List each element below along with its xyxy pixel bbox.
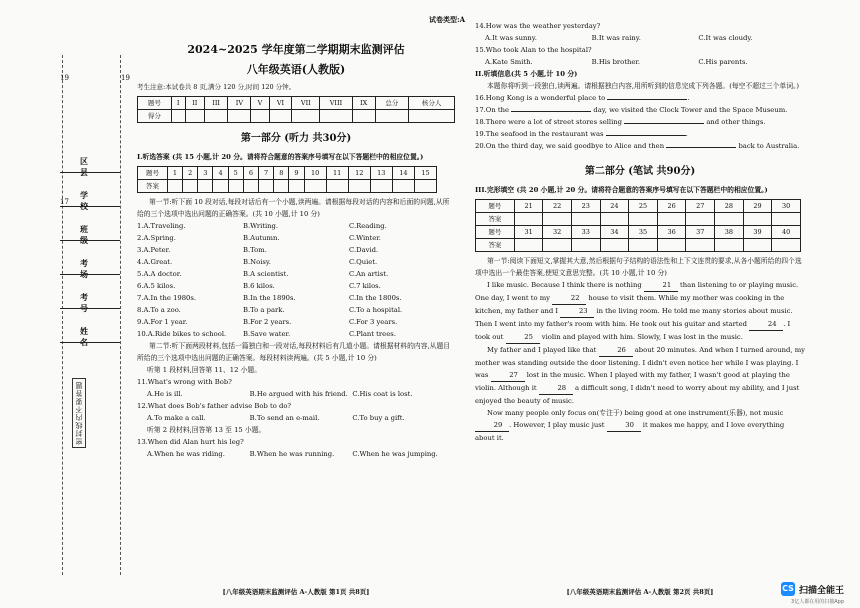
score-cell: VIII	[320, 97, 353, 110]
cloze-blank: 30	[607, 419, 641, 432]
answer-number: 12	[348, 167, 370, 180]
option: C.In the 1800s.	[349, 294, 402, 302]
option: 6.A.5 kilos.	[137, 282, 176, 290]
option: B.His brother.	[591, 58, 641, 66]
sec1-part2-instructions: 第二节:听下面两段材料,包括一篇独白和一段对话,每段材料后有几道小题。请根据材料的内容,从题目所给的三个选项中选出问题的正确答案。每段材料读两遍。(共 5 小题,计 10 分)	[137, 342, 451, 362]
cloze-number: 34	[600, 226, 629, 239]
question-row	[137, 256, 455, 268]
option: C.To a hospital.	[349, 306, 403, 314]
option: B.To send an e-mail.	[249, 414, 320, 422]
cloze-number: 28	[715, 200, 744, 213]
answer-number: 14	[392, 167, 414, 180]
cloze-blank: 21	[644, 279, 678, 292]
option: C.Reading.	[349, 222, 387, 230]
field-line	[60, 206, 120, 207]
cloze-answer-table	[475, 199, 801, 252]
field-line	[60, 342, 120, 343]
option: C.Quiet.	[349, 258, 378, 266]
binding-strip	[0, 0, 130, 608]
option: 7.A.In the 1980s.	[137, 294, 197, 302]
option: C.David.	[349, 246, 379, 254]
questions-1-10	[137, 220, 455, 340]
side-mark: 17	[60, 198, 69, 206]
question-text: 19.The seafood in the restaurant was	[475, 130, 604, 138]
cloze-number: 27	[686, 200, 715, 213]
question-row	[137, 220, 455, 232]
exam-title: 2024~2025 学年度第二学期期末监测评估	[187, 43, 405, 56]
option: B.Save water.	[243, 330, 291, 338]
question-text: 20.On the third day, we said goodbye to Alice and then	[475, 142, 665, 150]
score-cell: 总分	[375, 97, 409, 110]
question-18	[475, 116, 805, 128]
option: B.For 2 years.	[243, 318, 292, 326]
cloze-blank: 27	[491, 369, 525, 382]
cloze-number: 37	[686, 226, 715, 239]
sec3-part1-instructions: 第一节:阅读下面短文,掌握其大意,然后根据句子结构的语法性和上下文连贯的要求,从各小题所给的四个选项中选出一个最佳答案,使短文意思完整。(共 10 小题,计 10 分)	[475, 257, 802, 277]
page-1	[137, 15, 465, 596]
option: C.His coat is lost.	[352, 390, 413, 398]
sec1-part1-instructions: 第一节:听下面 10 段对话,每段对话后有一个小题,读两遍。请根据每段对话的内容和后面的问题,从所给的三个选项中选出问题的正确答案。(共 10 小题,计 10 分)	[137, 198, 450, 218]
question-17	[475, 104, 805, 116]
label-school: 学 校	[80, 190, 100, 211]
score-cell: 题号	[138, 97, 172, 110]
option: B.To a park.	[243, 306, 285, 314]
option: B.He argued with his friend.	[249, 390, 348, 398]
field-line	[60, 172, 120, 173]
cloze-number: 33	[572, 226, 601, 239]
cloze-blank: 28	[539, 382, 573, 395]
option: B.In the 1890s.	[243, 294, 296, 302]
cloze-number: 35	[629, 226, 658, 239]
answer-number: 13	[370, 167, 392, 180]
material-1-heading: 听第 1 段材料,回答第 11、12 小题。	[147, 366, 261, 374]
option: 1.A.Traveling.	[137, 222, 186, 230]
exam-notice: 考生注意:本试卷共 8 页,满分 120 分,时间 120 分钟。	[137, 83, 296, 91]
question-11: 11.What's wrong with Bob?	[137, 378, 232, 386]
option: C.To buy a gift.	[352, 414, 405, 422]
answer-number: 8	[274, 167, 289, 180]
cloze-blank: 23	[560, 305, 594, 318]
option: C.An artist.	[349, 270, 389, 278]
side-mark: 19	[60, 74, 69, 82]
option: A.Kate Smith.	[485, 58, 533, 66]
option: 4.A.Great.	[137, 258, 173, 266]
field-line	[60, 240, 120, 241]
question-16: 16.Hong Kong is a wonderful place to .	[475, 94, 690, 102]
sec2-instructions: 本题你将听到一段独白,读两遍。请根据独白内容,用所听到的信息完成下列各题。(每空不超过三个单词。)	[487, 82, 800, 90]
cloze-blank: 29	[475, 419, 509, 432]
cloze-answer-label: 答案	[476, 213, 515, 226]
scanner-slogan: 3亿人都在用的扫描App	[791, 599, 844, 605]
sec2-heading: II.听填信息(共 5 小题,计 10 分)	[475, 70, 578, 78]
option: B.6 kilos.	[243, 282, 275, 290]
label-exam-room: 考 场	[80, 258, 100, 279]
cloze-number: 38	[715, 226, 744, 239]
cloze-blank: 22	[552, 292, 586, 305]
option: A.It was sunny.	[485, 34, 537, 42]
question-19: 19.The seafood in the restaurant was .	[475, 130, 688, 138]
side-mark: 19	[121, 74, 130, 82]
cloze-number: 21	[514, 200, 543, 213]
option: 9.A.For 1 year.	[137, 318, 188, 326]
question-text: 17.On the	[475, 106, 510, 114]
cloze-number: 22	[543, 200, 572, 213]
score-cell: V	[251, 97, 269, 110]
answer-number: 1	[167, 167, 182, 180]
question-row	[137, 304, 455, 316]
cloze-blank: 25	[506, 331, 540, 344]
option: A.When he was riding.	[147, 450, 225, 458]
question-row	[137, 268, 455, 280]
score-label: 得分	[138, 110, 172, 123]
scanner-logo-icon: CS	[781, 582, 795, 596]
cloze-number: 25	[629, 200, 658, 213]
exam-subtitle: 八年级英语(人教版)	[246, 63, 346, 76]
answer-number: 11	[326, 167, 348, 180]
part1-title: 第一部分 (听力 共30分)	[240, 133, 352, 144]
answer-label: 答案	[138, 180, 168, 193]
scanner-watermark	[781, 582, 844, 605]
option: 8.A.To a zoo.	[137, 306, 181, 314]
option: C.Winter.	[349, 234, 381, 242]
score-cell: III	[204, 97, 228, 110]
question-row	[137, 316, 455, 328]
question-11-options	[137, 388, 455, 400]
question-12-options	[137, 412, 455, 424]
cloze-paragraph-3: Now many people only focus on(专注于) being good at one instrument(乐器), not music 29 . However, I play music just 30 it makes me happy, and I love everything about it.	[475, 409, 785, 442]
cloze-number: 40	[772, 226, 801, 239]
option: B.It was rainy.	[591, 34, 641, 42]
option: C.When he was jumping.	[352, 450, 438, 458]
cloze-answer-label: 答案	[476, 239, 515, 252]
question-row	[137, 292, 455, 304]
score-cell: 核分人	[409, 97, 455, 110]
option: C.For 3 years.	[349, 318, 398, 326]
option: C.Plant trees.	[349, 330, 396, 338]
cloze-blank: 24	[749, 318, 783, 331]
answer-number: 3	[198, 167, 213, 180]
option: C.It was cloudy.	[698, 34, 753, 42]
option: B.Writing.	[243, 222, 279, 230]
option: 10.A.Ride bikes to school.	[137, 330, 227, 338]
question-12: 12.What does Bob's father advise Bob to do?	[137, 402, 292, 410]
cloze-number: 26	[657, 200, 686, 213]
question-text: 16.Hong Kong is a wonderful place to	[475, 94, 606, 102]
answer-number: 7	[259, 167, 274, 180]
question-15-options	[475, 56, 805, 68]
question-text: day, we visited the Clock Tower and the Space Museum.	[593, 106, 788, 114]
option: 3.A.Peter.	[137, 246, 171, 254]
label-name: 姓 名	[80, 326, 100, 347]
option: 2.A.Spring.	[137, 234, 176, 242]
answer-table	[137, 166, 437, 193]
option: B.A scientist.	[243, 270, 289, 278]
cloze-number: 32	[543, 226, 572, 239]
cloze-number: 31	[514, 226, 543, 239]
score-cell: VII	[292, 97, 320, 110]
score-table	[137, 96, 455, 123]
answer-number: 5	[228, 167, 243, 180]
option: B.When he was running.	[249, 450, 335, 458]
question-text: 18.There were a lot of street stores selling	[475, 118, 622, 126]
answer-blank[interactable]	[624, 123, 704, 124]
answer-blank[interactable]	[511, 111, 591, 112]
answer-blank[interactable]	[607, 99, 687, 100]
question-row	[137, 244, 455, 256]
cloze-number: 24	[600, 200, 629, 213]
material-2-heading: 听第 2 段材料,回答第 13 至 15 小题。	[147, 426, 266, 434]
answer-header: 题号	[138, 167, 168, 180]
part2-title: 第二部分 (笔试 共90分)	[584, 166, 696, 177]
score-cell: I	[171, 97, 185, 110]
score-cell: IV	[228, 97, 251, 110]
option: C.7 kilos.	[349, 282, 381, 290]
field-line	[60, 274, 120, 275]
answer-number: 15	[414, 167, 436, 180]
question-14-options	[475, 32, 805, 44]
answer-number: 10	[304, 167, 326, 180]
label-district: 区 县	[80, 156, 100, 177]
answer-number: 2	[183, 167, 198, 180]
score-cell: IX	[352, 97, 375, 110]
field-line	[60, 308, 120, 309]
answer-blank[interactable]	[666, 147, 736, 148]
label-class: 班 级	[80, 224, 100, 245]
answer-blank[interactable]	[606, 135, 686, 136]
cloze-paragraph-2: My father and I played like that 26 about 20 minutes. And when I turned around, my mother was standing outside the door listening. I didn't even notice her while I was playing. I was 27 lost in the music. When I played with my father, I wasn't good at playing the violin. Although it 28 a difficult song, I didn't need to worry about my ability, and I just enjoyed the beauty of music.	[475, 346, 805, 405]
option: A.To make a call.	[147, 414, 206, 422]
question-14: 14.How was the weather yesterday?	[475, 22, 601, 30]
question-15: 15.Who took Alan to the hospital?	[475, 46, 592, 54]
option: C.His parents.	[698, 58, 748, 66]
cloze-number: 30	[772, 200, 801, 213]
paper-type: 试卷类型:A	[428, 15, 465, 24]
cloze-number: 23	[572, 200, 601, 213]
question-text: and other things.	[706, 118, 766, 126]
page-footer: [八年级英语期末监测评估 A-人教版 第2页 共8页]	[566, 588, 714, 596]
score-cell: VI	[269, 97, 292, 110]
question-13-options	[137, 448, 455, 460]
option: B.Noisy.	[243, 258, 271, 266]
seal-line	[120, 55, 121, 575]
question-row	[137, 280, 455, 292]
answer-number: 6	[243, 167, 258, 180]
page-footer: [八年级英语期末监测评估 A-人教版 第1页 共8页]	[222, 588, 370, 596]
cloze-number: 39	[743, 226, 772, 239]
score-cell: II	[185, 97, 204, 110]
seal-line-outer	[62, 55, 63, 575]
cloze-number: 29	[743, 200, 772, 213]
scanner-app-name: 扫描全能王	[798, 585, 844, 596]
seal-warning: 密封线内不要答题	[72, 378, 86, 448]
option: B.Tom.	[243, 246, 267, 254]
cloze-blank: 26	[599, 344, 633, 357]
cloze-paragraph-1: I like music. Because I think there is nothing 21 than listening to or playing music. One day, I went to my 22 house to visit them. While my mother was cooking in the kitchen, my father and I 23 in the living room. He told me many stories about music. Then I went into my father's room with him. He took out his guitar and started 24 . I took out 25 violin and played with him. Slowly, I was lost in the music.	[475, 279, 805, 344]
cloze-number: 36	[657, 226, 686, 239]
question-row	[137, 328, 455, 340]
option: 5.A.A doctor.	[137, 270, 182, 278]
answer-number: 4	[213, 167, 228, 180]
option: B.Autumn.	[243, 234, 280, 242]
cloze-header: 题号	[476, 226, 515, 239]
question-20	[475, 140, 805, 152]
question-row	[137, 232, 455, 244]
question-13: 13.When did Alan hurt his leg?	[137, 438, 244, 446]
option: A.He is ill.	[147, 390, 183, 398]
sec3-heading: III.完形填空 (共 20 小题,计 20 分。请将符合题意的答案序号填写在以下答题栏中的相应位置。)	[475, 186, 768, 194]
sec1-heading: I.听选答案 (共 15 小题,计 20 分。请将符合题意的答案序号填写在以下答题栏中的相应位置。)	[137, 153, 424, 161]
cloze-header: 题号	[476, 200, 515, 213]
answer-number: 9	[289, 167, 304, 180]
label-exam-number: 考 号	[80, 292, 100, 313]
question-text: back to Australia.	[738, 142, 800, 150]
